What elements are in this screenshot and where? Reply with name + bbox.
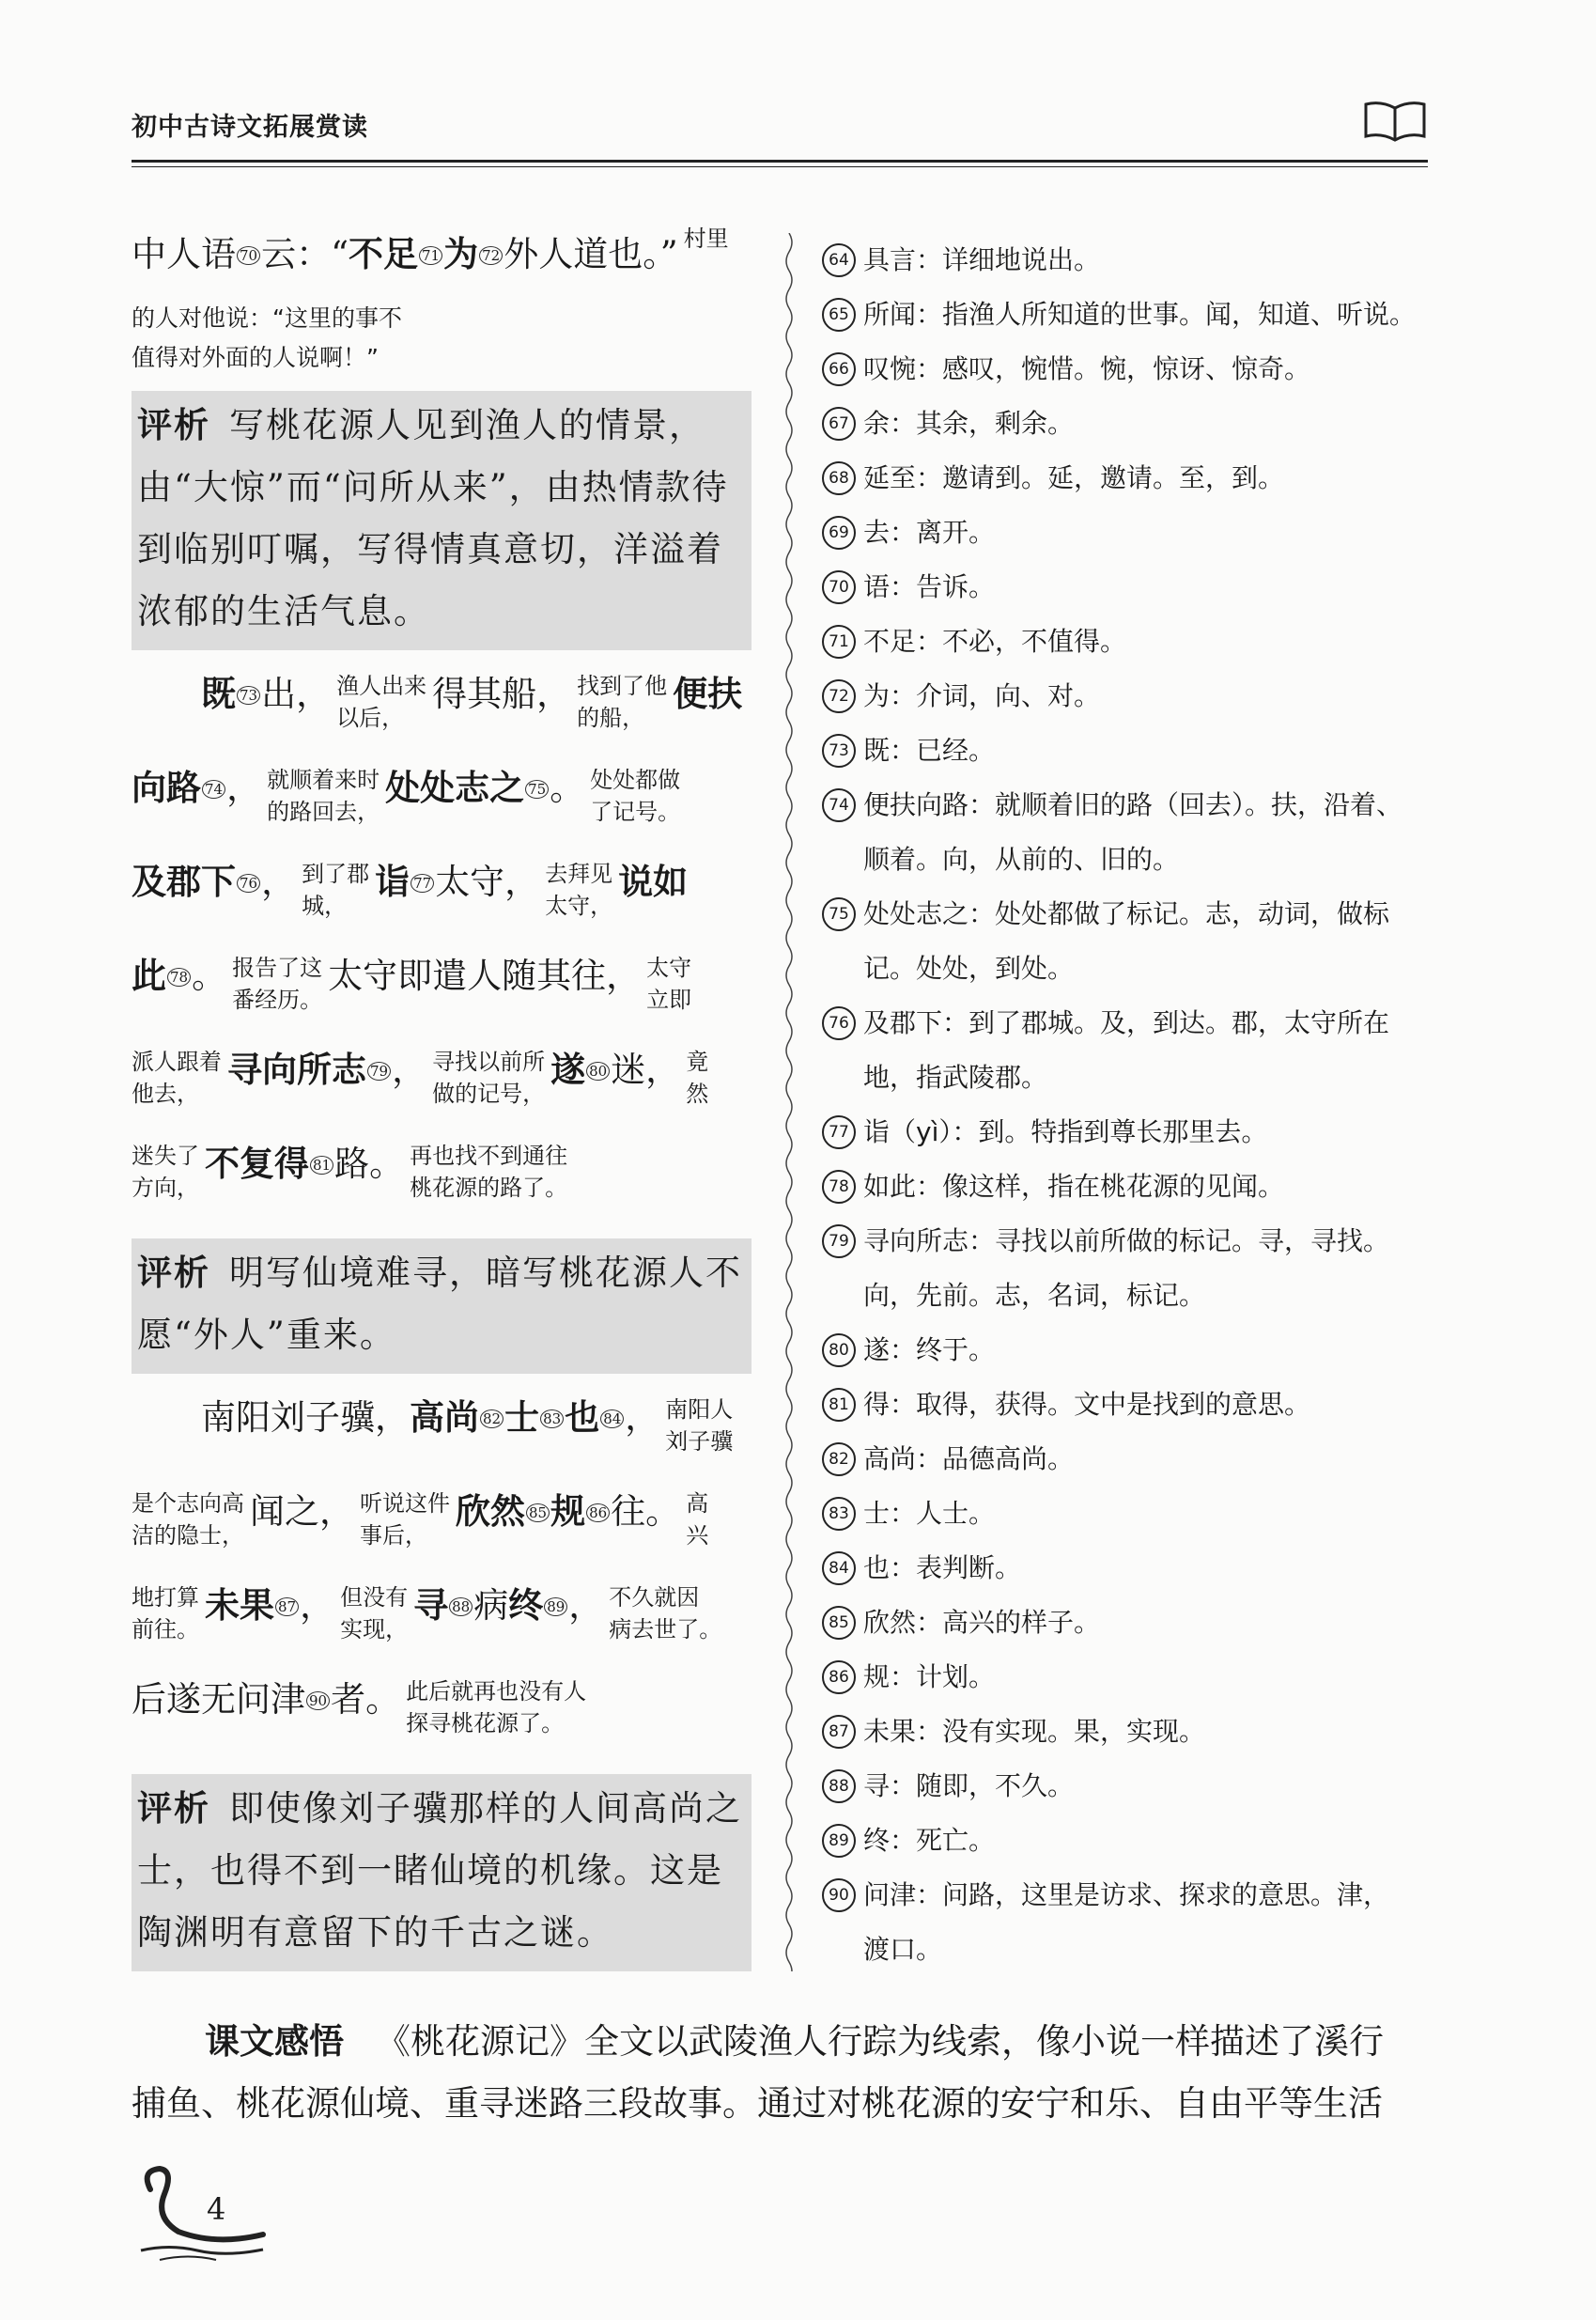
inline-translation [360,1487,450,1551]
note-text: 及郡下：到了郡城。及，到达。郡，太守所在 [863,1007,1390,1038]
text: ， [226,768,262,808]
text: 病 [473,1585,509,1626]
note-item [822,1487,1433,1541]
note-text: 所闻：指渔人所知道的世事。闻，知道、听说。 [863,299,1417,330]
inline-translation [132,1046,222,1110]
inline-translation [336,670,426,734]
note-item [822,1160,1433,1214]
note-number: 79 [822,1224,856,1258]
keyword: 也 [565,1397,600,1438]
translation-text: 报告了这 [232,954,323,981]
keyword: 高尚 [410,1397,479,1438]
text: 南阳刘子骥， [201,1397,410,1438]
translation-text: 立即 [646,986,692,1013]
note-number: 90 [822,1878,856,1912]
note-item [822,887,1433,996]
note-ref: 75 [525,780,549,799]
note-ref: 70 [237,246,260,265]
note-text: 遂：终于。 [863,1334,996,1365]
note-number: 70 [822,570,856,604]
note-item [822,669,1433,724]
note-text: 诣（yì）：到。特指到尊长那里去。 [863,1116,1268,1147]
keyword: 为 [443,234,479,274]
keyword: 未果 [205,1585,274,1626]
note-item [822,451,1433,506]
translation-text: 洁的隐士， [132,1521,244,1549]
inline-translation [302,858,369,922]
analysis-box [132,1774,752,1971]
text-line [132,759,752,853]
translation-text: 竟 [686,1048,709,1075]
translation-text: 桃花源的路了。 [410,1174,568,1201]
text: 出， [261,674,332,714]
book-icon [1362,99,1428,144]
note-text: 未果：没有实现。果，实现。 [863,1716,1206,1747]
note-number: 80 [822,1333,856,1367]
translation-text: 听说这件 [360,1489,450,1517]
page-footer [132,2161,282,2265]
text: 闻之， [250,1491,354,1532]
translation-text: 但没有 [340,1583,409,1611]
keyword: 此 [132,956,166,996]
note-number: 74 [822,788,856,822]
translation-text: 事后， [360,1521,427,1549]
text: 云：“ [261,234,349,274]
inline-translation: 村里 [683,226,729,252]
translation-text: 不久就因 [609,1583,700,1611]
note-item [822,233,1433,288]
inline-translation [609,1581,721,1645]
note-ref: 76 [237,874,260,893]
note-number: 85 [822,1606,856,1640]
text: ， [625,1397,660,1438]
note-number: 84 [822,1551,856,1585]
note-item [822,778,1433,887]
translation-text: 此后就再也没有人 [406,1677,587,1705]
translation-text: 就顺着来时 [267,766,380,793]
translation-line: 值得对外面的人说啊！” [132,344,379,371]
text: 太守即遣人随其往， [328,956,642,996]
keyword: 终 [508,1585,544,1626]
column-divider [783,233,796,1971]
note-number: 83 [822,1497,856,1531]
note-item [822,996,1433,1105]
text-line [132,1671,752,1765]
note-ref: 88 [449,1597,473,1616]
note-ref: 72 [479,246,503,265]
note-ref: 79 [367,1062,391,1081]
translation-text: 病去世了。 [609,1615,722,1643]
inline-translation [686,1487,708,1551]
inline-translation [132,1581,199,1645]
note-item [822,1541,1433,1596]
translation-text: 的路回去， [267,798,380,825]
note-text: 既：已经。 [863,735,996,766]
text-line [132,1041,752,1135]
note-item [822,1705,1433,1759]
translation-text: 高 [686,1489,709,1517]
text-line [132,665,752,759]
translation-text: 城， [302,892,348,919]
text-line [132,1389,752,1483]
translation-text: 然 [686,1080,709,1107]
note-number: 77 [822,1115,856,1149]
note-number: 87 [822,1715,856,1749]
keyword: 诣 [375,862,411,902]
note-number: 78 [822,1170,856,1204]
text-line [132,1483,752,1577]
translation-line: 的人对他说：“这里的事不 [132,304,402,332]
note-text: 寻：随即，不久。 [863,1770,1075,1801]
page-number: 4 [207,2191,226,2227]
text: ， [261,862,297,902]
inline-translation [432,1046,545,1110]
note-text: 便扶向路：就顺着旧的路（回去）。扶，沿着、 [863,789,1403,820]
text: 外人道也。” [504,234,678,274]
keyword: 及郡下 [132,862,236,902]
analysis-text: 明写仙境难寻，暗写桃花源人不愿“外人”重来。 [137,1253,742,1355]
note-text-continued: 向，先前。志，名词，标记。 [863,1280,1206,1311]
translation-text: 刘子骥 [665,1427,734,1455]
note-number: 88 [822,1769,856,1803]
note-number: 65 [822,298,856,332]
note-ref: 71 [419,246,442,265]
note-ref: 81 [310,1156,333,1175]
note-text-continued: 渡口。 [863,1934,943,1965]
inline-translation [686,1046,708,1110]
text-line [132,1135,752,1229]
note-ref: 89 [544,1597,567,1616]
keyword: 不复得 [205,1144,309,1184]
note-ref: 74 [202,780,225,799]
translation-text: 找到了他 [577,672,668,699]
note-ref: 86 [586,1503,610,1522]
keyword: 向路 [132,768,201,808]
note-item [822,1378,1433,1432]
note-item [822,1432,1433,1487]
note-number: 89 [822,1824,856,1858]
note-text: 余：其余，剩余。 [863,408,1075,439]
note-text: 叹惋：感叹，惋惜。惋，惊讶、惊奇。 [863,353,1311,384]
translation-text: 是个志向高 [132,1489,244,1517]
note-number: 72 [822,679,856,713]
translation-text: 了记号。 [590,798,681,825]
note-item [822,1868,1433,1977]
translation-text: 迷失了 [132,1142,199,1169]
analysis-box [132,1238,752,1374]
note-text: 为：介词，向、对。 [863,680,1101,711]
keyword: 寻 [413,1585,449,1626]
note-item [822,342,1433,397]
inline-translation [590,764,680,828]
text-line: 捕鱼、桃花源仙境、重寻迷路三段故事。通过对桃花源的安宁和乐、自由平等生活 [132,2083,1383,2124]
note-number: 69 [822,516,856,550]
translation-text: 太守 [646,954,692,981]
text-line [132,947,752,1041]
inline-translation [267,764,380,828]
text: 。 [192,956,227,996]
note-text: 去：离开。 [863,517,996,548]
note-text-continued: 顺着。向，从前的、旧的。 [863,844,1180,875]
analysis-label: 评析 [137,1253,210,1293]
note-item [822,1596,1433,1650]
header-rule-thin [132,166,1428,167]
note-number: 82 [822,1442,856,1476]
note-item [822,1814,1433,1868]
note-number: 68 [822,461,856,495]
inline-translation [340,1581,408,1645]
text: 往。 [611,1491,681,1532]
note-text: 不足：不必，不值得。 [863,626,1127,657]
translation-text: 番经历。 [232,986,323,1013]
note-item [822,1759,1433,1814]
text: 。 [550,768,585,808]
note-text: 高尚：品德高尚。 [863,1443,1075,1474]
note-text: 问津：问路，这里是访求、探求的意思。津， [863,1879,1390,1910]
translation-text: 方向， [132,1174,199,1201]
note-text: 欣然：高兴的样子。 [863,1607,1101,1638]
note-text: 规：计划。 [863,1661,996,1692]
note-item [822,397,1433,451]
translation-text: 地打算 [132,1583,199,1611]
translation-text: 再也找不到通往 [410,1142,568,1169]
note-text: 如此：像这样，指在桃花源的见闻。 [863,1171,1285,1202]
note-text: 语：告诉。 [863,571,996,602]
note-item [822,1105,1433,1160]
keyword: 士 [504,1397,540,1438]
translation-text: 做的记号， [432,1080,546,1107]
note-text: 也：表判断。 [863,1552,1022,1583]
note-text: 延至：邀请到。延，邀请。至，到。 [863,462,1285,493]
translation [132,299,752,378]
analysis-label: 评析 [137,1788,210,1829]
inline-translation [132,1487,244,1551]
note-text: 处处志之：处处都做了标记。志，动词，做标 [863,898,1390,929]
inline-translation [132,1140,199,1204]
keyword: 便扶 [673,674,743,714]
text: 太守， [435,862,540,902]
note-item [822,724,1433,778]
note-ref: 78 [167,968,191,987]
translation-text: 前往。 [132,1615,199,1643]
inline-translation [232,952,322,1016]
note-number: 66 [822,352,856,386]
analysis-box [132,391,752,650]
note-item [822,288,1433,342]
keyword: 不足 [349,234,419,274]
translation-text: 他去， [132,1080,199,1107]
note-number: 71 [822,625,856,659]
note-number: 67 [822,407,856,441]
note-ref: 83 [540,1409,564,1428]
keyword: 既 [201,674,236,714]
text: 中人语 [132,234,236,274]
text: ， [568,1585,604,1626]
note-text: 寻向所志：寻找以前所做的标记。寻，寻找。 [863,1225,1390,1256]
note-text: 终：死亡。 [863,1825,996,1856]
note-ref: 73 [237,686,260,705]
reflection-label: 课文感悟 [205,2021,344,2062]
book-title: 初中古诗文拓展赏读 [132,113,368,142]
translation-text: 派人跟着 [132,1048,222,1075]
translation-text: 去拜见 [545,860,613,887]
keyword: 说如 [618,862,689,902]
keyword: 规 [550,1491,586,1532]
note-number: 75 [822,897,856,931]
note-number: 86 [822,1660,856,1694]
translation-text: 实现， [340,1615,409,1643]
keyword: 寻向所志 [227,1050,366,1090]
note-text: 具言：详细地说出。 [863,244,1101,275]
text: 路。 [334,1144,405,1184]
keyword: 欣然 [456,1491,525,1532]
text-line [132,1577,752,1671]
note-item [822,615,1433,669]
note-item [822,506,1433,560]
translation-text: 寻找以前所 [432,1048,546,1075]
note-text: 士：人士。 [863,1498,996,1529]
note-item [822,1214,1433,1323]
note-ref: 84 [600,1409,624,1428]
analysis-label: 评析 [137,405,210,445]
translation-text: 以后， [336,704,405,731]
text-line [132,226,752,291]
translation-text: 太守， [545,892,613,919]
inline-translation [406,1675,586,1739]
note-ref: 80 [586,1062,610,1081]
analysis-text: 即使像刘子骥那样的人间高尚之士，也得不到一睹仙境的机缘。这是陶渊明有意留下的千古之谜。 [137,1788,742,1953]
note-ref: 90 [306,1691,330,1710]
inline-translation [577,670,667,734]
note-number: 81 [822,1388,856,1422]
header-rule [132,160,1428,163]
inline-translation [665,1394,733,1457]
text: ， [300,1585,335,1626]
note-item [822,1650,1433,1705]
inline-translation [410,1140,567,1204]
text: 者。 [331,1679,401,1720]
inline-translation [646,952,691,1016]
translation-text: 南阳人 [665,1395,734,1423]
note-text-continued: 记。处处，到处。 [863,953,1075,984]
main-text-column [132,226,752,1986]
note-ref: 85 [526,1503,550,1522]
text: 后遂无问津 [132,1679,305,1720]
note-number: 76 [822,1006,856,1040]
page-header [132,99,1428,155]
reflection-paragraph [132,2011,1428,2135]
note-item [822,560,1433,615]
analysis-text: 写桃花源人见到渔人的情景，由“大惊”而“问所从来”，由热情款待到临别叮嘱，写得情真意切，洋溢着浓郁的生活气息。 [137,405,729,631]
translation-text: 的船， [577,704,645,731]
text-line: 《桃花源记》全文以武陵渔人行踪为线索，像小说一样描述了溪行 [376,2021,1384,2062]
text: 迷， [611,1050,681,1090]
translation-text: 渔人出来 [336,672,427,699]
text: 得其船， [432,674,572,714]
text-line [132,853,752,947]
note-ref: 77 [411,874,434,893]
note-number: 64 [822,243,856,277]
keyword: 处处志之 [385,768,525,808]
text: ， [392,1050,427,1090]
inline-translation [545,858,612,922]
note-text: 得：取得，获得。文中是找到的意思。 [863,1389,1311,1420]
note-text-continued: 地，指武陵郡。 [863,1062,1048,1093]
note-number: 73 [822,734,856,768]
translation-text: 处处都做 [590,766,681,793]
translation-text: 到了郡 [302,860,370,887]
note-item [822,1323,1433,1378]
note-ref: 82 [480,1409,504,1428]
note-ref: 87 [275,1597,299,1616]
translation-text: 探寻桃花源了。 [406,1709,565,1736]
translation-text: 兴 [686,1521,709,1549]
notes-column [822,233,1433,1977]
keyword: 遂 [550,1050,586,1090]
